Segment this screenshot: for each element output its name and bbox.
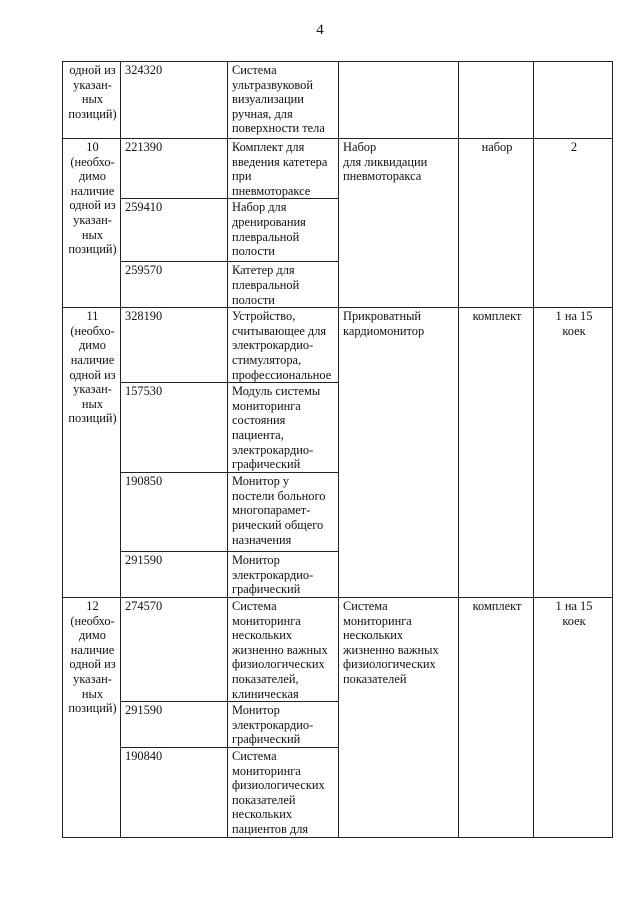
item-name-cell-line: Устройство,	[232, 309, 296, 324]
item-name-cell-line: пневмотораксе	[232, 183, 311, 198]
position-number-cell-line: 11	[86, 309, 99, 324]
item-name-cell	[228, 473, 339, 552]
position-number-cell-line: позиций)	[68, 411, 117, 426]
item-name-cell-line: постели больного	[232, 488, 326, 503]
unit-cell	[459, 62, 534, 139]
position-number-cell-line: ных	[81, 227, 104, 242]
item-name-cell-line: мониторинга	[232, 613, 301, 628]
item-code-cell: 324320	[121, 62, 228, 139]
position-number-cell-line: 12	[86, 598, 99, 613]
unit-cell: комплект	[459, 308, 534, 598]
item-name-cell-line: Комплект для	[232, 140, 305, 154]
item-name-cell	[228, 748, 339, 838]
item-name-cell-line: Монитор у	[232, 474, 290, 489]
position-number-cell-line: димо	[79, 628, 106, 643]
item-name-cell-line: мониторинга	[232, 763, 301, 778]
quantity-cell	[534, 139, 613, 308]
position-number-cell-line: указан-	[73, 77, 112, 92]
group-name-cell-line: Система	[343, 598, 388, 613]
item-name-cell-line: Набор для	[232, 200, 287, 215]
position-number-cell-line: ных	[81, 396, 104, 411]
item-name-cell	[228, 62, 339, 139]
group-name-cell-line: жизненно важных	[343, 642, 439, 657]
item-name-cell-line: электрокардио-	[232, 567, 314, 582]
item-name-cell-line: визуализации	[232, 92, 304, 107]
item-name-cell-line: считывающее для	[232, 323, 327, 338]
position-number-cell	[63, 62, 121, 139]
item-name-cell-line: электрокардио-	[232, 338, 314, 353]
position-number-cell-line: позиций)	[68, 242, 117, 257]
item-code-cell: 190850	[121, 473, 228, 552]
item-name-cell-line: профессиональное	[232, 367, 332, 382]
item-name-cell-line: многопарамет-	[232, 503, 311, 518]
item-name-cell-line: физиологических	[232, 657, 325, 672]
item-name-cell-line: нескольких	[232, 807, 293, 822]
item-name-cell-line: плевральной	[232, 277, 300, 292]
item-name-cell-line: клиническая	[232, 686, 299, 701]
item-name-cell-line: показателей	[232, 792, 296, 807]
item-name-cell-line: стимулятора,	[232, 352, 302, 367]
page-number: 4	[316, 22, 324, 38]
position-number-cell-line: (необхо-	[70, 154, 115, 169]
group-name-cell	[339, 62, 459, 139]
item-name-cell	[228, 383, 339, 473]
group-name-cell-line: нескольких	[343, 628, 404, 643]
item-name-cell-line: графический	[232, 457, 301, 472]
position-number-cell-line: (необхо-	[70, 323, 115, 338]
quantity-cell	[534, 62, 613, 139]
equipment-table	[62, 61, 613, 838]
item-code-cell: 274570	[121, 597, 228, 701]
position-number-cell-line: указан-	[73, 382, 112, 397]
position-number-cell	[63, 308, 121, 598]
item-code-cell: 157530	[121, 383, 228, 473]
item-name-cell	[228, 139, 339, 199]
position-number-cell-line: (необхо-	[70, 613, 115, 628]
position-number-cell-line: позиций)	[68, 106, 117, 121]
item-name-cell-line: пациентов для	[232, 822, 309, 837]
table-row	[63, 597, 613, 701]
item-name-cell-line: Система	[232, 598, 277, 613]
item-code-cell: 328190	[121, 308, 228, 383]
quantity-cell-line: 2	[570, 140, 578, 154]
item-name-cell-line: введения катетера	[232, 154, 328, 169]
position-number-cell-line: ных	[81, 686, 104, 701]
item-name-cell	[228, 199, 339, 262]
item-name-cell	[228, 702, 339, 748]
position-number-cell-line: одной из	[69, 63, 116, 77]
item-code-cell: 291590	[121, 552, 228, 598]
position-number-cell-line: наличие	[70, 642, 115, 657]
quantity-cell-line: коек	[562, 613, 586, 628]
item-name-cell-line: полости	[232, 292, 275, 307]
item-name-cell-line: показателей,	[232, 671, 299, 686]
item-name-cell	[228, 262, 339, 308]
position-number-cell-line: позиций)	[68, 701, 117, 716]
item-name-cell-line: Система	[232, 749, 277, 764]
group-name-cell-line: для ликвидации	[343, 154, 428, 169]
group-name-cell-line: пневмоторакса	[343, 169, 422, 184]
item-name-cell-line: электрокардио-	[232, 442, 314, 457]
position-number-cell-line: одной из	[69, 198, 116, 213]
item-name-cell-line: графический	[232, 732, 301, 747]
item-name-cell-line: Монитор	[232, 553, 280, 568]
position-number-cell-line: наличие	[70, 352, 115, 367]
item-name-cell-line: Модуль системы	[232, 384, 321, 399]
position-number-cell-line: указан-	[73, 212, 112, 227]
item-name-cell	[228, 597, 339, 701]
table-row	[63, 308, 613, 383]
item-name-cell-line: пациента,	[232, 427, 284, 442]
group-name-cell-line: мониторинга	[343, 613, 412, 628]
quantity-cell-line: 1 на 15	[555, 309, 593, 324]
item-name-cell-line: графический	[232, 582, 301, 597]
position-number-cell-line: одной из	[69, 367, 116, 382]
item-code-cell: 259570	[121, 262, 228, 308]
item-name-cell	[228, 552, 339, 598]
item-name-cell-line: Катетер для	[232, 263, 295, 278]
group-name-cell-line: Набор	[343, 140, 377, 154]
item-name-cell-line: полости	[232, 244, 275, 259]
item-name-cell-line: поверхности тела	[232, 121, 325, 136]
item-name-cell-line: рический общего	[232, 517, 324, 532]
item-name-cell-line: дренирования	[232, 214, 306, 229]
quantity-cell	[534, 308, 613, 598]
item-name-cell-line: физиологических	[232, 778, 325, 793]
item-code-cell: 259410	[121, 199, 228, 262]
position-number-cell-line: наличие	[70, 183, 115, 198]
position-number-cell-line: 10	[86, 140, 99, 154]
group-name-cell-line: Прикроватный	[343, 309, 422, 324]
unit-cell: набор	[459, 139, 534, 308]
item-name-cell	[228, 308, 339, 383]
item-name-cell-line: плевральной	[232, 229, 300, 244]
item-code-cell: 291590	[121, 702, 228, 748]
item-name-cell-line: назначения	[232, 532, 292, 547]
group-name-cell-line: физиологических	[343, 657, 436, 672]
item-name-cell-line: Система	[232, 63, 277, 77]
position-number-cell-line: димо	[79, 338, 106, 353]
quantity-cell	[534, 597, 613, 837]
item-code-cell: 221390	[121, 139, 228, 199]
item-name-cell-line: мониторинга	[232, 398, 301, 413]
quantity-cell-line: 1 на 15	[555, 598, 593, 613]
item-name-cell-line: нескольких	[232, 628, 293, 643]
group-name-cell-line: кардиомонитор	[343, 323, 425, 338]
item-name-cell-line: при	[232, 169, 252, 184]
group-name-cell	[339, 308, 459, 598]
item-name-cell-line: жизненно важных	[232, 642, 328, 657]
item-name-cell-line: ручная, для	[232, 106, 293, 121]
position-number-cell-line: одной из	[69, 657, 116, 672]
item-name-cell-line: Монитор	[232, 703, 280, 718]
position-number-cell-line: указан-	[73, 671, 112, 686]
quantity-cell-line: коек	[562, 323, 586, 338]
table-row	[63, 62, 613, 139]
item-name-cell-line: состояния	[232, 413, 286, 428]
position-number-cell	[63, 597, 121, 837]
group-name-cell-line: показателей	[343, 671, 407, 686]
item-name-cell-line: ультразвуковой	[232, 77, 313, 92]
group-name-cell	[339, 139, 459, 308]
group-name-cell	[339, 597, 459, 837]
item-name-cell-line: электрокардио-	[232, 717, 314, 732]
position-number-cell-line: димо	[79, 169, 106, 184]
position-number-cell	[63, 139, 121, 308]
table-row	[63, 139, 613, 199]
item-code-cell: 190840	[121, 748, 228, 838]
position-number-cell-line: ных	[81, 92, 104, 107]
unit-cell: комплект	[459, 597, 534, 837]
